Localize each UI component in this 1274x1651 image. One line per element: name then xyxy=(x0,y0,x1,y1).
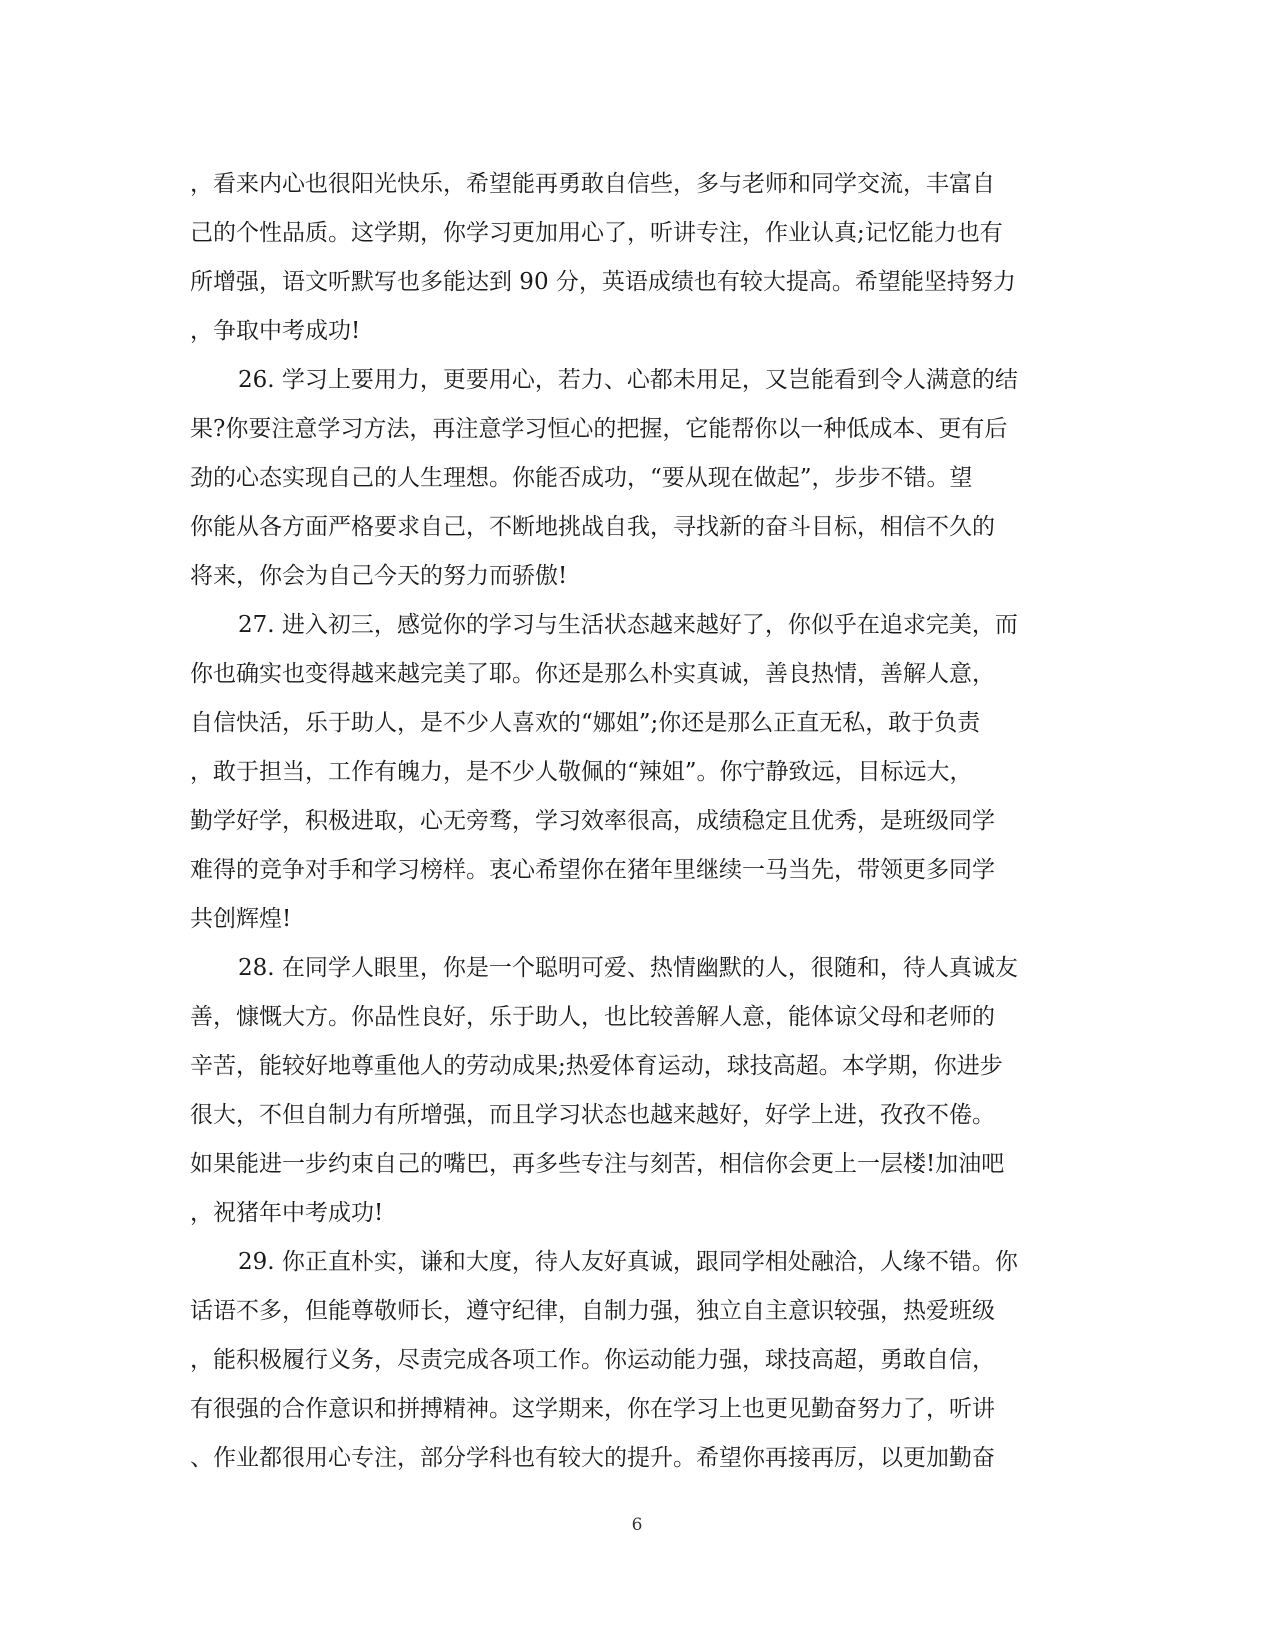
text-line: 28. 在同学人眼里，你是一个聪明可爱、热情幽默的人，很随和，待人真诚友 xyxy=(238,955,1018,981)
text-line: 果?你要注意学习方法，再注意学习恒心的把握，它能帮你以一种低成本、更有后 xyxy=(190,416,1008,442)
text-line: 善，慷慨大方。你品性良好，乐于助人，也比较善解人意，能体谅父母和老师的 xyxy=(190,1004,995,1030)
text-line: ，能积极履行义务，尽责完成各项工作。你运动能力强，球技高超，勇敢自信， xyxy=(190,1347,995,1373)
text-line: ，看来内心也很阳光快乐，希望能再勇敢自信些，多与老师和同学交流，丰富自 xyxy=(190,171,995,197)
text-line: ，祝猪年中考成功! xyxy=(190,1200,384,1226)
body-text xyxy=(190,160,1070,1483)
text-line: 你也确实也变得越来越完美了耶。你还是那么朴实真诚，善良热情，善解人意， xyxy=(190,661,995,687)
text-line: 难得的竞争对手和学习榜样。衷心希望你在猪年里继续一马当先，带领更多同学 xyxy=(190,857,995,883)
text-line: 有很强的合作意识和拼搏精神。这学期来，你在学习上也更见勤奋努力了，听讲 xyxy=(190,1396,995,1422)
text-line: 劲的心态实现自己的人生理想。你能否成功，“要从现在做起”，步步不错。望 xyxy=(190,465,973,491)
text-line: 自信快活，乐于助人，是不少人喜欢的“娜姐”;你还是那么正直无私，敢于负责 xyxy=(190,710,981,736)
text-line: 27. 进入初三，感觉你的学习与生活状态越来越好了，你似乎在追求完美，而 xyxy=(238,612,1018,638)
text-line: 你能从各方面严格要求自己，不断地挑战自我，寻找新的奋斗目标，相信不久的 xyxy=(190,514,995,540)
text-line: 、作业都很用心专注，部分学科也有较大的提升。希望你再接再厉，以更加勤奋 xyxy=(190,1445,995,1471)
text-line: ，敢于担当，工作有魄力，是不少人敬佩的“辣姐”。你宁静致远，目标远大， xyxy=(190,759,973,785)
text-line: 将来，你会为自己今天的努力而骄傲! xyxy=(190,563,568,589)
text-line: 辛苦，能较好地尊重他人的劳动成果;热爱体育运动，球技高超。本学期，你进步 xyxy=(190,1053,1003,1079)
text-line: 29. 你正直朴实，谦和大度，待人友好真诚，跟同学相处融洽，人缘不错。你 xyxy=(238,1249,1018,1275)
text-line: 所增强，语文听默写也多能达到 90 分，英语成绩也有较大提高。希望能坚持努力 xyxy=(190,269,1016,295)
text-line: 共创辉煌! xyxy=(190,906,292,932)
text-line: 很大，不但自制力有所增强，而且学习状态也越来越好，好学上进，孜孜不倦。 xyxy=(190,1102,995,1128)
text-line: 己的个性品质。这学期，你学习更加用心了，听讲专注，作业认真;记忆能力也有 xyxy=(190,220,1003,246)
text-line: ，争取中考成功! xyxy=(190,318,361,344)
text-line: 勤学好学，积极进取，心无旁骛，学习效率很高，成绩稳定且优秀，是班级同学 xyxy=(190,808,995,834)
text-line: 如果能进一步约束自己的嘴巴，再多些专注与刻苦，相信你会更上一层楼!加油吧 xyxy=(190,1151,1005,1177)
text-line: 26. 学习上要用力，更要用心，若力、心都未用足，又岂能看到令人满意的结 xyxy=(238,367,1018,393)
page-number: 6 xyxy=(631,1515,643,1535)
text-line: 话语不多，但能尊敬师长，遵守纪律，自制力强，独立自主意识较强，热爱班级 xyxy=(190,1298,995,1324)
